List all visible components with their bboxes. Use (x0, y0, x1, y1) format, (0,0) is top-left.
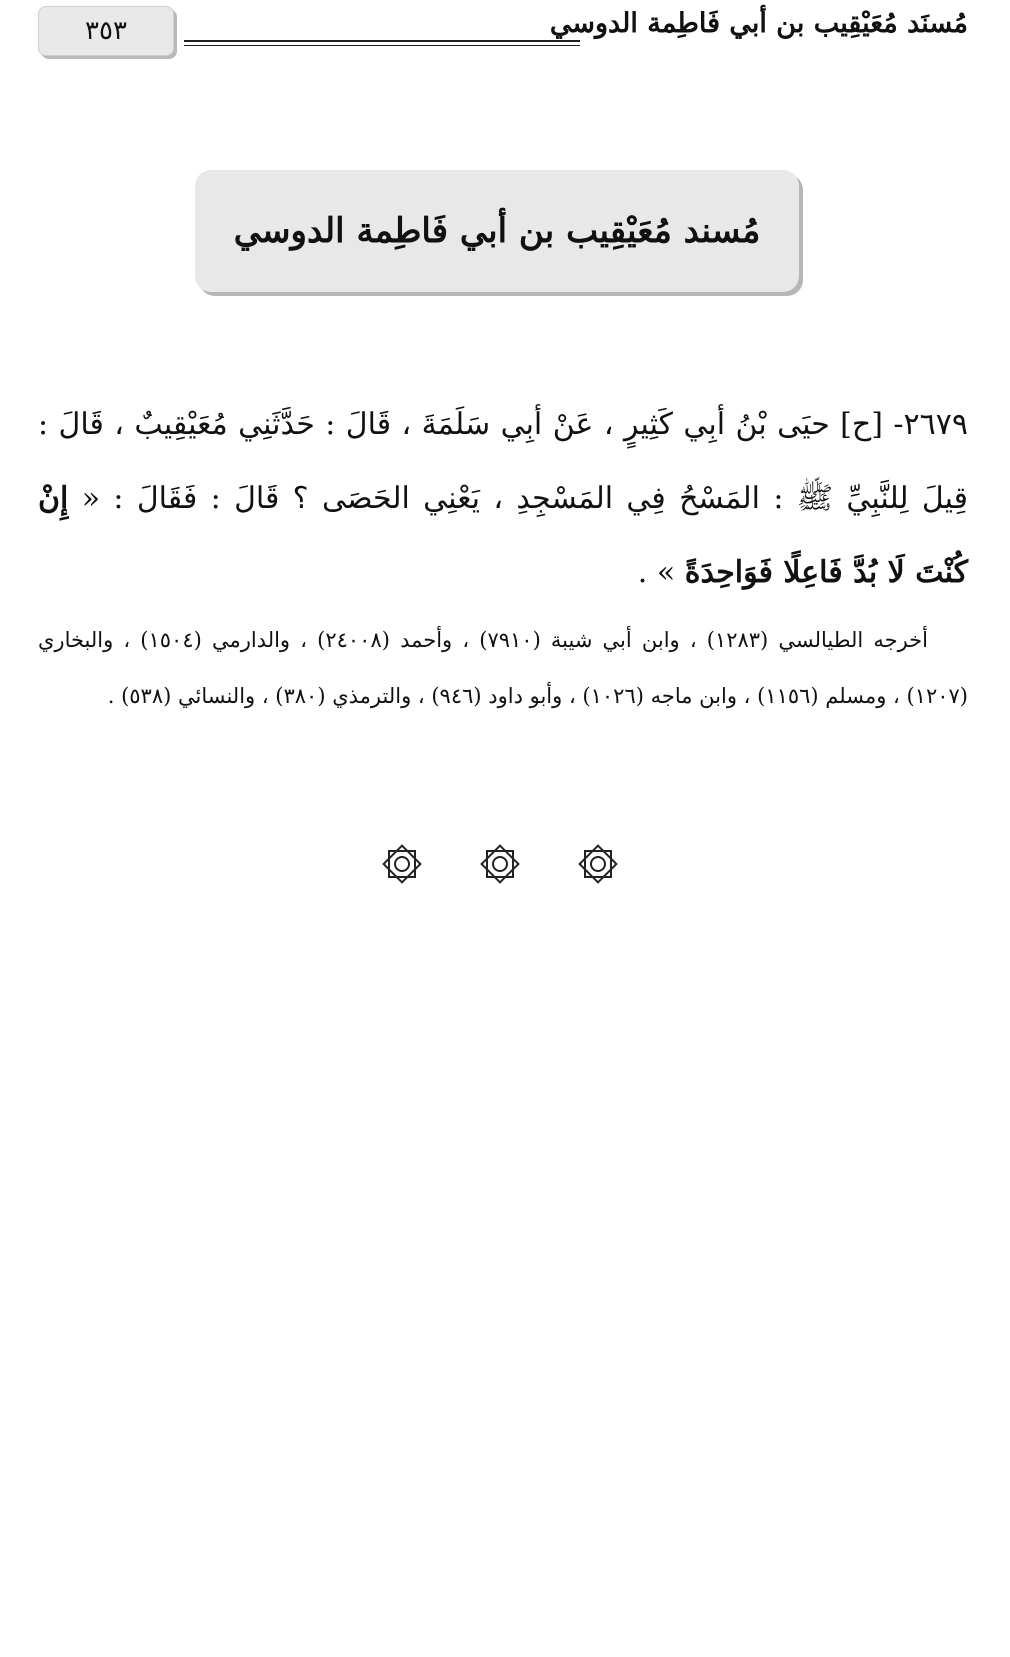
hadith-isnad: [ح] حيَى بْنُ أبِي كَثِيرٍ ، عَنْ أبِي سَلَمَةَ ، قَالَ : حَدَّثَنِي مُعَيْقِيبٌ ، قَالَ : قِيلَ لِلنَّبِيِّ ﷺ : المَسْحُ فِي المَسْجِدِ ، يَعْنِي الحَصَى ؟ قَالَ : فَقَالَ : « (38, 407, 968, 516)
takhrij-footnote: أخرجه الطيالسي (١٢٨٣) ، وابن أبي شيبة (٧٩١٠) ، وأحمد (٢٤٠٠٨) ، والدارمي (١٥٠٤) ، والبخاري (١٢٠٧) ، ومسلم (١١٥٦) ، وابن ماجه (١٠٢٦) ، وأبو داود (٩٤٦) ، والترمذي (٣٨٠) ، والنسائي (٥٣٨) . (38, 628, 968, 708)
eight-point-star-icon (478, 842, 522, 886)
hadith-closing: » . (637, 555, 685, 590)
eight-point-star-icon (380, 842, 424, 886)
page-number-box (38, 6, 174, 56)
section-title-box (195, 170, 799, 292)
hadith-number: ٢٦٧٩- (882, 407, 968, 442)
ornament-divider (380, 838, 620, 890)
eight-point-star-icon (576, 842, 620, 886)
header-rule (184, 40, 580, 46)
section-title: مُسند مُعَيْقِيب بن أبي فَاطِمة الدوسي (233, 211, 761, 251)
hadith-matn: إِنْ كُنْتَ لَا بُدَّ فَاعِلًا فَوَاحِدَةً (38, 481, 968, 590)
page-number: ٣٥٣ (85, 16, 127, 46)
running-title: مُسنَد مُعَيْقِيب بن أبي فَاطِمة الدوسي (549, 8, 968, 39)
hadith-text (38, 388, 968, 610)
